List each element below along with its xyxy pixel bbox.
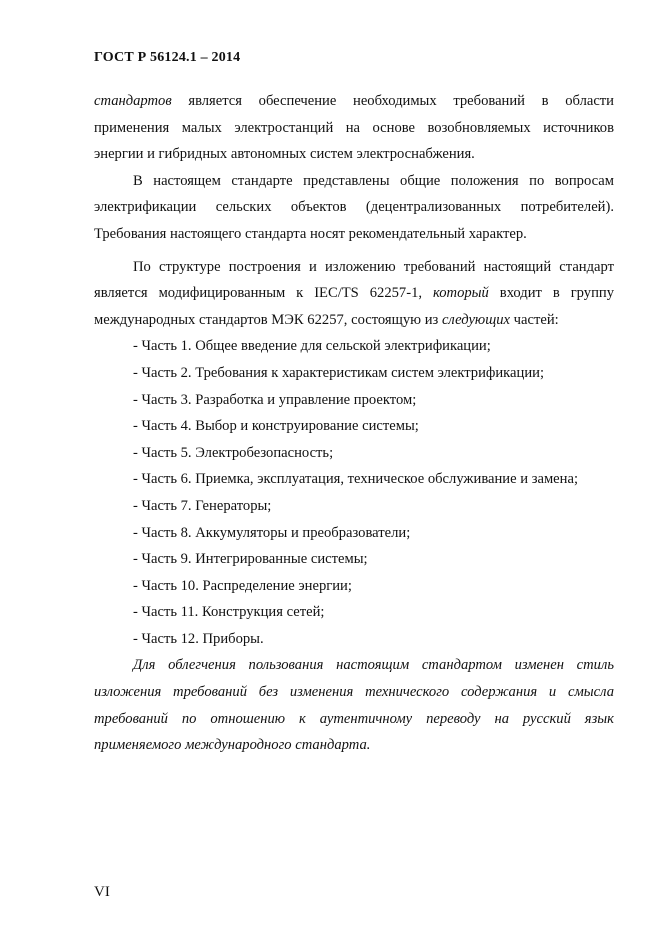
parts-list-item-10: - Часть 10. Распределение энергии; bbox=[133, 577, 352, 594]
parts-list-item-9: - Часть 9. Интегрированные системы; bbox=[133, 551, 368, 568]
parts-list-item-4: - Часть 4. Выбор и конструирование системы; bbox=[133, 418, 419, 435]
document-header: ГОСТ Р 56124.1 – 2014 bbox=[94, 50, 241, 65]
paragraph-intro bbox=[94, 88, 614, 168]
paragraph-structure bbox=[94, 254, 614, 334]
parts-list-item-2: - Часть 2. Требования к характеристикам систем электрификации; bbox=[133, 364, 545, 381]
paragraph-structure-italic-2: следующих bbox=[441, 311, 511, 328]
paragraph-structure-text-1: По структуре построения и изложению требований настоящий стандарт является модифицированным к IEC/TS 62257-1, bbox=[94, 258, 614, 302]
parts-list-item-7: - Часть 7. Генераторы; bbox=[133, 497, 272, 514]
parts-list-item-12: - Часть 12. Приборы. bbox=[133, 630, 264, 647]
page-body bbox=[94, 88, 614, 759]
parts-list-item-5: - Часть 5. Электробезопасность; bbox=[133, 444, 334, 461]
parts-list bbox=[94, 333, 614, 652]
paragraph-closing-note: Для облегчения пользования настоящим стандартом изменен стиль изложения требований без изменения технического содержания и смысла требований по отношению к аутентичному переводу на русский язык применяемого международного стандарта. bbox=[94, 657, 614, 754]
paragraph-general-provisions: В настоящем стандарте представлены общие положения по вопросам электрификации сельских объектов (децентрализованных потребителей). Требования настоящего стандарта носят рекомендательный характер. bbox=[94, 172, 614, 242]
page-number: VI bbox=[94, 884, 110, 900]
paragraph-intro-text: является обеспечение необходимых требований в области применения малых электростанций на основе возобновляемых источников энергии и гибридных автономных систем электроснабжения. bbox=[94, 93, 614, 163]
parts-list-item-6: - Часть 6. Приемка, эксплуатация, техническое обслуживание и замена; bbox=[133, 471, 578, 488]
paragraph-structure-text-2: входит в группу международных стандартов МЭК 62257, состоящую из bbox=[94, 285, 614, 328]
parts-list-item-3: - Часть 3. Разработка и управление проектом; bbox=[133, 391, 417, 408]
paragraph-intro-italic-lead: стандартов bbox=[94, 93, 172, 109]
paragraph-structure-text-3: частей: bbox=[510, 311, 559, 328]
parts-list-item-11: - Часть 11. Конструкция сетей; bbox=[133, 604, 325, 621]
parts-list-item-1: - Часть 1. Общее введение для сельской электрификации; bbox=[133, 338, 491, 355]
parts-list-item-8: - Часть 8. Аккумуляторы и преобразователи; bbox=[133, 524, 411, 541]
paragraph-structure-italic-1: который bbox=[432, 285, 489, 302]
